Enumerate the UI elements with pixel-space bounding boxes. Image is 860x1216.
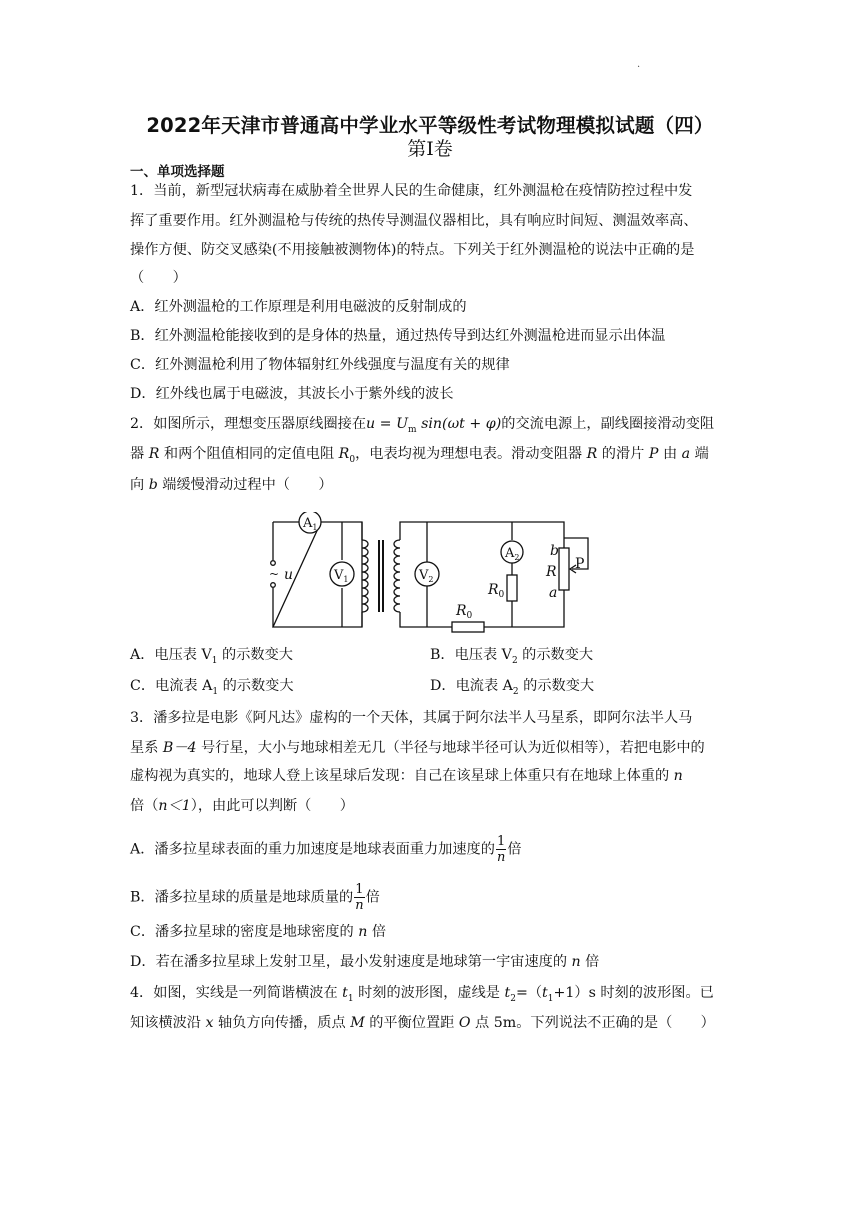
q1-option-b: B．红外测温枪能接收到的是身体的热量，通过热传导到达红外测温枪进而显示出体温 — [130, 328, 666, 344]
q1-option-c: C．红外测温枪利用了物体辐射红外线强度与温度有关的规律 — [130, 357, 510, 373]
primary-coil — [362, 540, 368, 612]
rheostat-a-label: a — [549, 585, 558, 601]
section-heading: 一、单项选择题 — [130, 164, 225, 180]
svg-text:R0: $R_0$ — [488, 582, 505, 600]
q1-option-d: D．红外线也属于电磁波，其波长小于紫外线的波长 — [130, 386, 454, 402]
q2-line-3: 向 b 端缓慢滑动过程中（ ） — [130, 477, 333, 493]
svg-text:A2: $A_2$ — [505, 546, 520, 562]
q3-line-2: 星系 B－4 号行星，大小与地球相差无几（半径与地球半径可认为近似相等），若把电影中的 — [130, 740, 705, 756]
q1-line-4: （ ） — [130, 270, 187, 286]
resistor-r0-vertical — [507, 575, 517, 601]
resistor-r0-horizontal — [452, 622, 484, 632]
q4-line-2: 知该横波沿 x 轴负方向传播，质点 M 的平衡位置距 O 点 5m。下列说法不正确的是（ ） — [130, 1015, 715, 1031]
q1-line-1: 1．当前，新型冠状病毒在威胁着全世界人民的生命健康，红外测温枪在疫情防控过程中发 — [130, 183, 693, 199]
fraction-1-over-n: $\frac{1}{n}$ — [496, 834, 506, 865]
q1-line-2: 挥了重要作用。红外测温枪与传统的热传导测温仪器相比，具有响应时间短、测温效率高、 — [130, 213, 698, 229]
q2-option-c: C．电流表 $A_1$ 的示数变大 — [130, 678, 294, 697]
page-dot: · — [637, 62, 641, 73]
transformer-circuit-diagram — [262, 512, 602, 640]
q3-option-c: C．潘多拉星球的密度是地球密度的 n 倍 — [130, 924, 387, 940]
fraction-1-over-n: $\frac{1}{n}$ — [355, 882, 364, 913]
svg-text:V2: $V_2$ — [419, 568, 434, 584]
source-u-label: u — [284, 567, 294, 583]
q3-line-3: 虚构视为真实的，地球人登上该星球后发现：自己在该星球上体重只有在地球上体重的 n — [130, 768, 683, 784]
q2-line-2: 器 R 和两个阻值相同的定值电阻 $R_0$，电表均视为理想电表。滑动变阻器 R 的滑片 P 由 a 端 — [130, 446, 709, 465]
q1-line-3: 操作方便、防交叉感染(不用接触被测物体)的特点。下列关于红外测温枪的说法中正确的是 — [130, 242, 695, 258]
slider-p-label: P — [575, 556, 585, 572]
q2-option-d: D．电流表 $A_2$ 的示数变大 — [430, 678, 595, 697]
rheostat-b-label: b — [550, 543, 559, 559]
q4-line-1: 4．如图，实线是一列简谐横波在 $t_1$ 时刻的波形图，虚线是 $t_2=(t_1+1)s$ 时刻的波形图。已 — [130, 985, 714, 1004]
svg-text:A1: $A_1$ — [303, 516, 318, 532]
q2-option-b: B．电压表 $V_2$ 的示数变大 — [430, 647, 594, 666]
svg-text:R0: $R_0$ — [456, 603, 473, 621]
rheostat-r — [559, 548, 569, 590]
q3-option-b: B．潘多拉星球的质量是地球质量的 $\frac{1}{n}$ 倍 — [130, 882, 380, 913]
rheostat-r-label: R — [546, 564, 557, 580]
q3-line-4: 倍（n＜1），由此可以判断（ ） — [130, 798, 354, 814]
ac-tilde-label: ~ — [269, 567, 280, 581]
q3-option-a: A．潘多拉星球表面的重力加速度是地球表面重力加速度的 $\frac{1}{n}$ 倍 — [130, 834, 522, 865]
page-title: 2022年天津市普通高中学业水平等级性考试物理模拟试题（四） — [146, 114, 714, 137]
svg-text:V1: $V_1$ — [334, 568, 349, 584]
secondary-coil — [394, 540, 400, 612]
q3-option-d: D．若在潘多拉星球上发射卫星，最小发射速度是地球第一宇宙速度的 n 倍 — [130, 954, 600, 970]
q1-option-a: A．红外测温枪的工作原理是利用电磁波的反射制成的 — [130, 299, 467, 315]
q2-line-1: 2．如图所示，理想变压器原线圈接在$u = U_m$ sin(ωt + φ)的交流电源上，副线圈接滑动变阻 — [130, 416, 715, 435]
q2-option-a: A．电压表 $V_1$ 的示数变大 — [130, 647, 293, 666]
page-subtitle: 第Ⅰ卷 — [407, 138, 453, 160]
q3-line-1: 3．潘多拉是电影《阿凡达》虚构的一个天体，其属于阿尔法半人马星系，即阿尔法半人马 — [130, 710, 693, 726]
